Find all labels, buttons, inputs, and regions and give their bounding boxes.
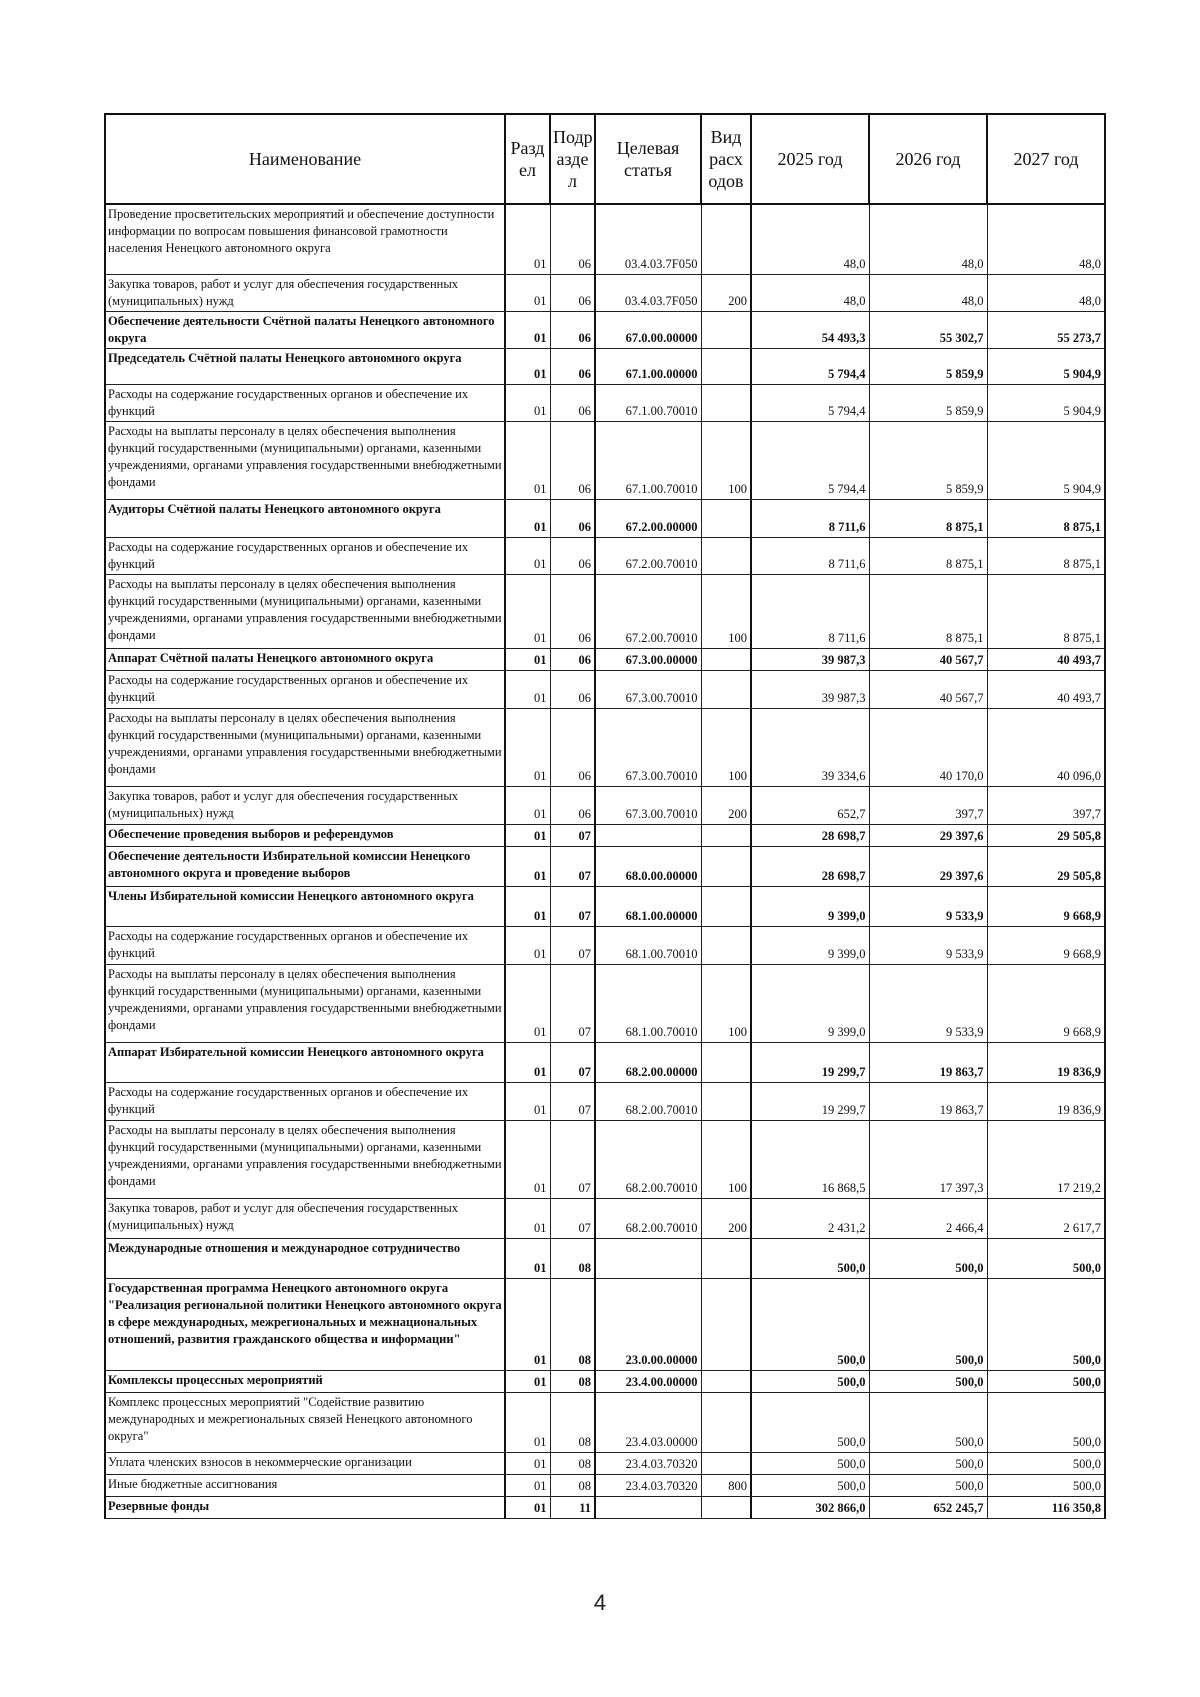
cell-section: 01 <box>505 1042 550 1082</box>
table-row <box>105 204 1105 274</box>
cell-section: 01 <box>505 1474 550 1496</box>
cell-kind <box>701 537 751 574</box>
cell-kind: 100 <box>701 421 751 499</box>
table-row <box>105 824 1105 846</box>
cell-name: Резервные фонды <box>105 1496 505 1518</box>
cell-subsection: 06 <box>550 384 595 421</box>
cell-kind <box>701 1238 751 1278</box>
cell-section: 01 <box>505 926 550 964</box>
table-row <box>105 1392 1105 1452</box>
cell-kind <box>701 204 751 274</box>
cell-2026: 397,7 <box>869 786 987 824</box>
cell-2025: 500,0 <box>751 1392 869 1452</box>
cell-name: Члены Избирательной комиссии Ненецкого автономного округа <box>105 886 505 926</box>
table-row <box>105 1042 1105 1082</box>
cell-target: 67.2.00.70010 <box>595 574 701 648</box>
cell-subsection: 07 <box>550 824 595 846</box>
cell-section: 01 <box>505 1198 550 1238</box>
cell-name: Расходы на выплаты персоналу в целях обеспечения выполнения функций государственными (муниципальными) органами, казенными учреждениями, органами управления государственными внебюджетными фондами <box>105 421 505 499</box>
cell-kind <box>701 384 751 421</box>
cell-name: Расходы на содержание государственных органов и обеспечение их функций <box>105 670 505 708</box>
cell-2025: 5 794,4 <box>751 348 869 384</box>
cell-2026: 19 863,7 <box>869 1082 987 1120</box>
cell-section: 01 <box>505 964 550 1042</box>
cell-section: 01 <box>505 1392 550 1452</box>
table-row <box>105 670 1105 708</box>
cell-2026: 40 567,7 <box>869 648 987 670</box>
table-row <box>105 1198 1105 1238</box>
cell-2026: 40 567,7 <box>869 670 987 708</box>
cell-name: Расходы на содержание государственных органов и обеспечение их функций <box>105 384 505 421</box>
cell-name: Расходы на выплаты персоналу в целях обеспечения выполнения функций государственными (муниципальными) органами, казенными учреждениями, органами управления государственными внебюджетными фондами <box>105 708 505 786</box>
cell-target: 67.3.00.70010 <box>595 670 701 708</box>
cell-subsection: 07 <box>550 1198 595 1238</box>
header-2026: 2026 год <box>869 114 987 204</box>
cell-section: 01 <box>505 846 550 886</box>
cell-target: 67.2.00.00000 <box>595 499 701 537</box>
cell-name: Государственная программа Ненецкого автономного округа "Реализация региональной политики Ненецкого автономного округа в сфере международных, межрегиональных и межнациональных отношений, развития гражданского общества и информации" <box>105 1278 505 1370</box>
cell-target: 23.0.00.00000 <box>595 1278 701 1370</box>
header-section: Разд ел <box>505 114 550 204</box>
table-row <box>105 846 1105 886</box>
cell-2026: 9 533,9 <box>869 886 987 926</box>
cell-subsection: 07 <box>550 926 595 964</box>
cell-2026: 17 397,3 <box>869 1120 987 1198</box>
cell-subsection: 07 <box>550 886 595 926</box>
cell-kind <box>701 670 751 708</box>
cell-section: 01 <box>505 1496 550 1518</box>
cell-2025: 28 698,7 <box>751 824 869 846</box>
cell-section: 01 <box>505 499 550 537</box>
cell-2026: 500,0 <box>869 1278 987 1370</box>
cell-target: 67.3.00.70010 <box>595 786 701 824</box>
cell-section: 01 <box>505 384 550 421</box>
cell-2025: 5 794,4 <box>751 421 869 499</box>
cell-2027: 5 904,9 <box>987 384 1105 421</box>
cell-target: 67.2.00.70010 <box>595 537 701 574</box>
cell-2025: 500,0 <box>751 1474 869 1496</box>
cell-target: 67.3.00.70010 <box>595 708 701 786</box>
cell-target: 23.4.03.00000 <box>595 1392 701 1452</box>
cell-2027: 9 668,9 <box>987 926 1105 964</box>
cell-2027: 500,0 <box>987 1452 1105 1474</box>
cell-target: 68.2.00.00000 <box>595 1042 701 1082</box>
cell-2025: 48,0 <box>751 204 869 274</box>
cell-target: 68.2.00.70010 <box>595 1120 701 1198</box>
cell-2025: 8 711,6 <box>751 499 869 537</box>
table-row <box>105 574 1105 648</box>
cell-2027: 19 836,9 <box>987 1082 1105 1120</box>
cell-subsection: 11 <box>550 1496 595 1518</box>
cell-target: 23.4.00.00000 <box>595 1370 701 1392</box>
cell-section: 01 <box>505 708 550 786</box>
cell-name: Аппарат Счётной палаты Ненецкого автономного округа <box>105 648 505 670</box>
cell-kind <box>701 824 751 846</box>
cell-subsection: 07 <box>550 846 595 886</box>
cell-target: 67.1.00.70010 <box>595 421 701 499</box>
table-row <box>105 1082 1105 1120</box>
cell-kind: 800 <box>701 1474 751 1496</box>
header-target: Целевая статья <box>595 114 701 204</box>
cell-2025: 8 711,6 <box>751 574 869 648</box>
cell-kind <box>701 1452 751 1474</box>
cell-2026: 55 302,7 <box>869 311 987 348</box>
cell-2027: 48,0 <box>987 274 1105 311</box>
cell-section: 01 <box>505 1238 550 1278</box>
cell-subsection: 06 <box>550 421 595 499</box>
cell-section: 01 <box>505 1120 550 1198</box>
cell-subsection: 06 <box>550 274 595 311</box>
cell-section: 01 <box>505 786 550 824</box>
cell-name: Расходы на содержание государственных органов и обеспечение их функций <box>105 537 505 574</box>
cell-2027: 8 875,1 <box>987 537 1105 574</box>
cell-section: 01 <box>505 574 550 648</box>
cell-target: 68.1.00.70010 <box>595 964 701 1042</box>
cell-subsection: 07 <box>550 1042 595 1082</box>
cell-2027: 17 219,2 <box>987 1120 1105 1198</box>
cell-2027: 8 875,1 <box>987 499 1105 537</box>
cell-subsection: 06 <box>550 670 595 708</box>
cell-2027: 9 668,9 <box>987 886 1105 926</box>
header-kind: Вид расх одов <box>701 114 751 204</box>
cell-2026: 48,0 <box>869 274 987 311</box>
cell-2027: 500,0 <box>987 1278 1105 1370</box>
cell-kind <box>701 311 751 348</box>
cell-subsection: 08 <box>550 1238 595 1278</box>
cell-2026: 29 397,6 <box>869 824 987 846</box>
cell-kind <box>701 648 751 670</box>
table-row <box>105 537 1105 574</box>
cell-subsection: 06 <box>550 574 595 648</box>
header-2025: 2025 год <box>751 114 869 204</box>
cell-kind <box>701 926 751 964</box>
cell-name: Аудиторы Счётной палаты Ненецкого автономного округа <box>105 499 505 537</box>
cell-name: Проведение просветительских мероприятий и обеспечение доступности информации по вопросам повышения финансовой грамотности населения Ненецкого автономного округа <box>105 204 505 274</box>
cell-section: 01 <box>505 311 550 348</box>
cell-2027: 116 350,8 <box>987 1496 1105 1518</box>
cell-section: 01 <box>505 1082 550 1120</box>
cell-name: Комплексы процессных мероприятий <box>105 1370 505 1392</box>
cell-name: Расходы на содержание государственных органов и обеспечение их функций <box>105 1082 505 1120</box>
cell-name: Иные бюджетные ассигнования <box>105 1474 505 1496</box>
cell-section: 01 <box>505 537 550 574</box>
cell-subsection: 08 <box>550 1474 595 1496</box>
cell-2026: 5 859,9 <box>869 384 987 421</box>
cell-2027: 40 493,7 <box>987 670 1105 708</box>
cell-subsection: 07 <box>550 1082 595 1120</box>
table-row <box>105 786 1105 824</box>
cell-subsection: 06 <box>550 499 595 537</box>
cell-2026: 5 859,9 <box>869 421 987 499</box>
cell-subsection: 07 <box>550 1120 595 1198</box>
cell-2025: 500,0 <box>751 1452 869 1474</box>
table-header-row <box>105 114 1105 204</box>
cell-2026: 29 397,6 <box>869 846 987 886</box>
cell-target <box>595 1496 701 1518</box>
cell-target: 67.1.00.70010 <box>595 384 701 421</box>
cell-2027: 40 493,7 <box>987 648 1105 670</box>
cell-2027: 500,0 <box>987 1370 1105 1392</box>
cell-kind: 200 <box>701 786 751 824</box>
table-row <box>105 421 1105 499</box>
table-row <box>105 311 1105 348</box>
cell-subsection: 06 <box>550 537 595 574</box>
cell-name: Комплекс процессных мероприятий "Содействие развитию международных и межрегиональных связей Ненецкого автономного округа" <box>105 1392 505 1452</box>
cell-kind: 200 <box>701 1198 751 1238</box>
cell-kind: 200 <box>701 274 751 311</box>
cell-2025: 5 794,4 <box>751 384 869 421</box>
cell-2026: 19 863,7 <box>869 1042 987 1082</box>
cell-2027: 29 505,8 <box>987 846 1105 886</box>
cell-target: 68.2.00.70010 <box>595 1198 701 1238</box>
cell-name: Международные отношения и международное сотрудничество <box>105 1238 505 1278</box>
cell-section: 01 <box>505 1370 550 1392</box>
header-subsection: Подр азде л <box>550 114 595 204</box>
cell-name: Председатель Счётной палаты Ненецкого автономного округа <box>105 348 505 384</box>
cell-2025: 9 399,0 <box>751 964 869 1042</box>
cell-kind <box>701 1496 751 1518</box>
cell-kind: 100 <box>701 1120 751 1198</box>
cell-section: 01 <box>505 348 550 384</box>
cell-section: 01 <box>505 204 550 274</box>
cell-kind: 100 <box>701 574 751 648</box>
cell-target <box>595 1238 701 1278</box>
cell-name: Аппарат Избирательной комиссии Ненецкого автономного округа <box>105 1042 505 1082</box>
cell-section: 01 <box>505 274 550 311</box>
cell-name: Уплата членских взносов в некоммерческие организации <box>105 1452 505 1474</box>
cell-2026: 9 533,9 <box>869 926 987 964</box>
cell-2026: 48,0 <box>869 204 987 274</box>
cell-name: Расходы на выплаты персоналу в целях обеспечения выполнения функций государственными (муниципальными) органами, казенными учреждениями, органами управления государственными внебюджетными фондами <box>105 964 505 1042</box>
cell-2025: 9 399,0 <box>751 926 869 964</box>
cell-target: 67.3.00.00000 <box>595 648 701 670</box>
cell-2027: 9 668,9 <box>987 964 1105 1042</box>
table-row <box>105 1496 1105 1518</box>
table-row <box>105 274 1105 311</box>
header-name: Наименование <box>105 114 505 204</box>
cell-kind: 100 <box>701 708 751 786</box>
cell-2025: 28 698,7 <box>751 846 869 886</box>
cell-2025: 39 987,3 <box>751 648 869 670</box>
cell-2026: 500,0 <box>869 1392 987 1452</box>
cell-kind: 100 <box>701 964 751 1042</box>
cell-2026: 500,0 <box>869 1452 987 1474</box>
cell-subsection: 08 <box>550 1278 595 1370</box>
cell-section: 01 <box>505 824 550 846</box>
header-2027: 2027 год <box>987 114 1105 204</box>
cell-2027: 500,0 <box>987 1474 1105 1496</box>
cell-2026: 2 466,4 <box>869 1198 987 1238</box>
cell-subsection: 08 <box>550 1452 595 1474</box>
cell-2027: 500,0 <box>987 1238 1105 1278</box>
cell-2026: 9 533,9 <box>869 964 987 1042</box>
cell-target: 23.4.03.70320 <box>595 1452 701 1474</box>
cell-subsection: 06 <box>550 648 595 670</box>
cell-subsection: 07 <box>550 964 595 1042</box>
cell-2025: 48,0 <box>751 274 869 311</box>
cell-subsection: 06 <box>550 786 595 824</box>
cell-name: Расходы на выплаты персоналу в целях обеспечения выполнения функций государственными (муниципальными) органами, казенными учреждениями, органами управления государственными внебюджетными фондами <box>105 574 505 648</box>
cell-name: Расходы на содержание государственных органов и обеспечение их функций <box>105 926 505 964</box>
table-row <box>105 1370 1105 1392</box>
page-number: 4 <box>593 1590 607 1615</box>
cell-kind <box>701 348 751 384</box>
cell-name: Закупка товаров, работ и услуг для обеспечения государственных (муниципальных) нужд <box>105 786 505 824</box>
cell-2026: 500,0 <box>869 1370 987 1392</box>
cell-subsection: 08 <box>550 1392 595 1452</box>
cell-2027: 40 096,0 <box>987 708 1105 786</box>
cell-2026: 40 170,0 <box>869 708 987 786</box>
table-row <box>105 708 1105 786</box>
cell-2025: 9 399,0 <box>751 886 869 926</box>
cell-2026: 8 875,1 <box>869 574 987 648</box>
cell-section: 01 <box>505 648 550 670</box>
cell-2025: 54 493,3 <box>751 311 869 348</box>
cell-name: Обеспечение деятельности Счётной палаты Ненецкого автономного округа <box>105 311 505 348</box>
cell-target: 03.4.03.7F050 <box>595 204 701 274</box>
cell-name: Расходы на выплаты персоналу в целях обеспечения выполнения функций государственными (муниципальными) органами, казенными учреждениями, органами управления государственными внебюджетными фондами <box>105 1120 505 1198</box>
cell-name: Закупка товаров, работ и услуг для обеспечения государственных (муниципальных) нужд <box>105 1198 505 1238</box>
cell-name: Обеспечение деятельности Избирательной комиссии Ненецкого автономного округа и проведение выборов <box>105 846 505 886</box>
table-row <box>105 499 1105 537</box>
cell-section: 01 <box>505 886 550 926</box>
cell-2027: 55 273,7 <box>987 311 1105 348</box>
cell-2026: 8 875,1 <box>869 499 987 537</box>
cell-2026: 500,0 <box>869 1474 987 1496</box>
table-row <box>105 1452 1105 1474</box>
table-row <box>105 1474 1105 1496</box>
cell-kind <box>701 886 751 926</box>
cell-2026: 500,0 <box>869 1238 987 1278</box>
cell-name: Закупка товаров, работ и услуг для обеспечения государственных (муниципальных) нужд <box>105 274 505 311</box>
cell-2027: 5 904,9 <box>987 421 1105 499</box>
cell-2027: 8 875,1 <box>987 574 1105 648</box>
cell-2027: 5 904,9 <box>987 348 1105 384</box>
cell-target <box>595 824 701 846</box>
cell-2025: 302 866,0 <box>751 1496 869 1518</box>
cell-2025: 39 334,6 <box>751 708 869 786</box>
cell-subsection: 06 <box>550 204 595 274</box>
cell-2025: 16 868,5 <box>751 1120 869 1198</box>
table-row <box>105 384 1105 421</box>
cell-target: 68.1.00.70010 <box>595 926 701 964</box>
cell-kind <box>701 1370 751 1392</box>
cell-subsection: 06 <box>550 708 595 786</box>
cell-2027: 29 505,8 <box>987 824 1105 846</box>
cell-kind <box>701 499 751 537</box>
cell-2026: 8 875,1 <box>869 537 987 574</box>
cell-2027: 500,0 <box>987 1392 1105 1452</box>
cell-2027: 397,7 <box>987 786 1105 824</box>
cell-2025: 500,0 <box>751 1238 869 1278</box>
table-row <box>105 886 1105 926</box>
cell-section: 01 <box>505 1452 550 1474</box>
cell-section: 01 <box>505 670 550 708</box>
cell-2025: 2 431,2 <box>751 1198 869 1238</box>
cell-target: 03.4.03.7F050 <box>595 274 701 311</box>
cell-target: 68.2.00.70010 <box>595 1082 701 1120</box>
cell-subsection: 08 <box>550 1370 595 1392</box>
table-row <box>105 648 1105 670</box>
cell-kind <box>701 1082 751 1120</box>
cell-target: 68.0.00.00000 <box>595 846 701 886</box>
table-row <box>105 348 1105 384</box>
table-body <box>105 204 1105 1518</box>
table-row <box>105 964 1105 1042</box>
cell-subsection: 06 <box>550 348 595 384</box>
cell-target: 67.0.00.00000 <box>595 311 701 348</box>
cell-2025: 500,0 <box>751 1370 869 1392</box>
cell-section: 01 <box>505 1278 550 1370</box>
cell-kind <box>701 1042 751 1082</box>
cell-2025: 39 987,3 <box>751 670 869 708</box>
budget-table <box>104 113 1106 1519</box>
table-row <box>105 1238 1105 1278</box>
cell-kind <box>701 1278 751 1370</box>
cell-2025: 8 711,6 <box>751 537 869 574</box>
table-row <box>105 1120 1105 1198</box>
cell-2027: 48,0 <box>987 204 1105 274</box>
cell-subsection: 06 <box>550 311 595 348</box>
cell-2025: 500,0 <box>751 1278 869 1370</box>
cell-2025: 19 299,7 <box>751 1042 869 1082</box>
cell-kind <box>701 1392 751 1452</box>
cell-2026: 652 245,7 <box>869 1496 987 1518</box>
cell-target: 23.4.03.70320 <box>595 1474 701 1496</box>
cell-2025: 652,7 <box>751 786 869 824</box>
cell-kind <box>701 846 751 886</box>
cell-2026: 5 859,9 <box>869 348 987 384</box>
table-row <box>105 1278 1105 1370</box>
cell-2025: 19 299,7 <box>751 1082 869 1120</box>
cell-2027: 19 836,9 <box>987 1042 1105 1082</box>
cell-section: 01 <box>505 421 550 499</box>
cell-target: 67.1.00.00000 <box>595 348 701 384</box>
table-row <box>105 926 1105 964</box>
cell-2027: 2 617,7 <box>987 1198 1105 1238</box>
cell-name: Обеспечение проведения выборов и референдумов <box>105 824 505 846</box>
cell-target: 68.1.00.00000 <box>595 886 701 926</box>
